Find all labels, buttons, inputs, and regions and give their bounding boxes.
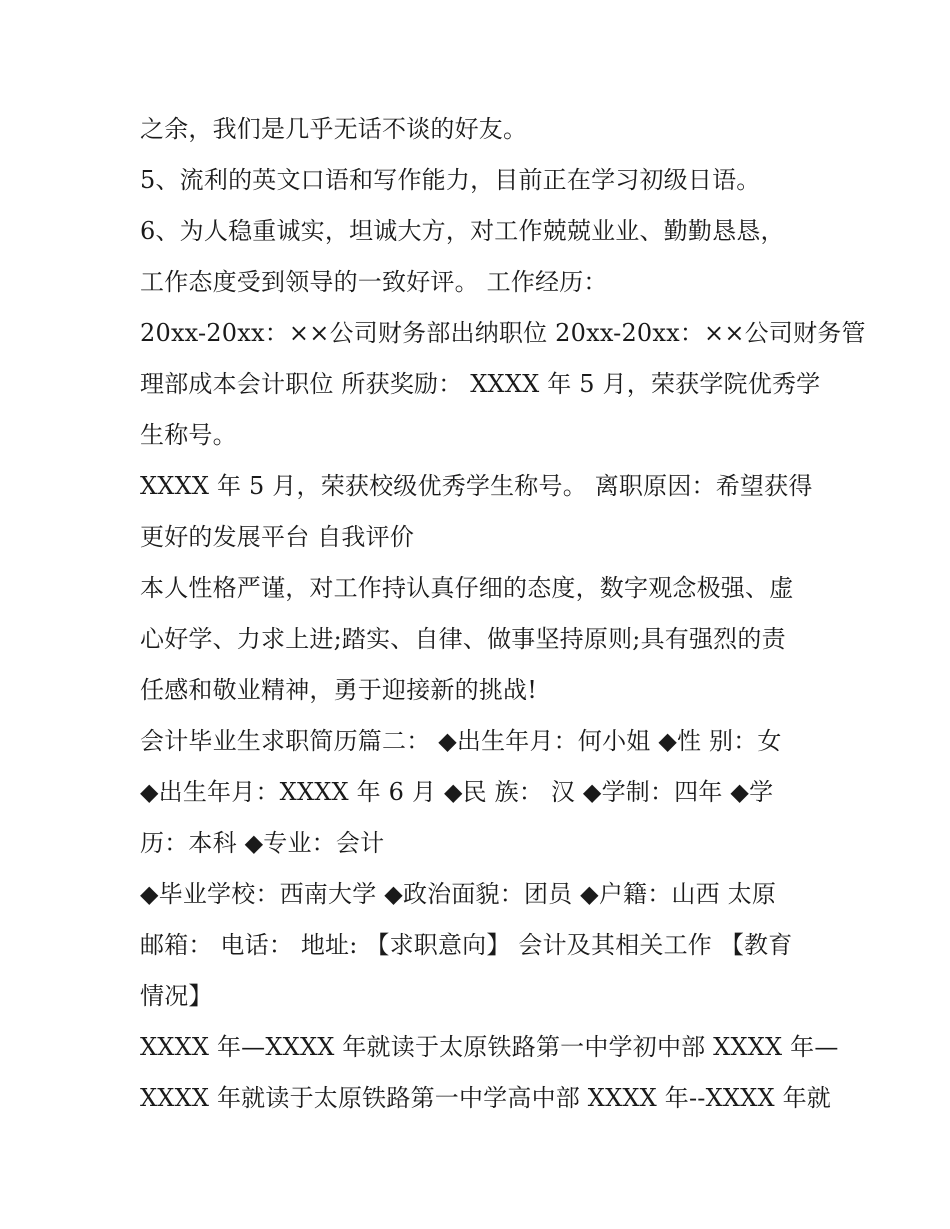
text-line: 会计毕业生求职简历篇二： ◆出生年月：何小姐 ◆性 别：女 <box>140 727 782 755</box>
text-line: XXXX 年就读于太原铁路第一中学高中部 XXXX 年--XXXX 年就 <box>140 1084 831 1112</box>
text-line: 本人性格严谨，对工作持认真仔细的态度，数字观念极强、虚 <box>140 574 794 602</box>
text-line: 历：本科 ◆专业：会计 <box>140 829 385 857</box>
text-line: 工作态度受到领导的一致好评。 工作经历： <box>140 268 608 296</box>
text-line: 任感和敬业精神，勇于迎接新的挑战! <box>140 676 538 704</box>
document-body <box>140 104 866 1124</box>
text-line: ◆毕业学校：西南大学 ◆政治面貌：团员 ◆户籍：山西 太原 <box>140 880 777 908</box>
text-line: 20xx-20xx：××公司财务部出纳职位 20xx-20xx：××公司财务管 <box>140 319 866 347</box>
text-line: XXXX 年—XXXX 年就读于太原铁路第一中学初中部 XXXX 年— <box>140 1033 839 1061</box>
text-line: 5、流利的英文口语和写作能力，目前正在学习初级日语。 <box>140 166 761 194</box>
text-line: XXXX 年 5 月，荣获校级优秀学生称号。 离职原因：希望获得 <box>140 472 813 500</box>
text-line: 6、为人稳重诚实，坦诚大方，对工作兢兢业业、勤勤恳恳， <box>140 217 785 245</box>
text-line: ◆出生年月：XXXX 年 6 月 ◆民 族： 汉 ◆学制：四年 ◆学 <box>140 778 774 806</box>
text-line: 情况】 <box>140 982 213 1010</box>
text-line: 生称号。 <box>140 421 237 449</box>
text-line: 心好学、力求上进;踏实、自律、做事坚持原则;具有强烈的责 <box>140 625 786 653</box>
text-line: 之余，我们是几乎无话不谈的好友。 <box>140 115 528 143</box>
text-line: 理部成本会计职位 所获奖励： XXXX 年 5 月，荣获学院优秀学 <box>140 370 821 398</box>
text-line: 更好的发展平台 自我评价 <box>140 523 415 551</box>
text-line: 邮箱： 电话： 地址: 【求职意向】 会计及其相关工作 【教育 <box>140 931 793 959</box>
